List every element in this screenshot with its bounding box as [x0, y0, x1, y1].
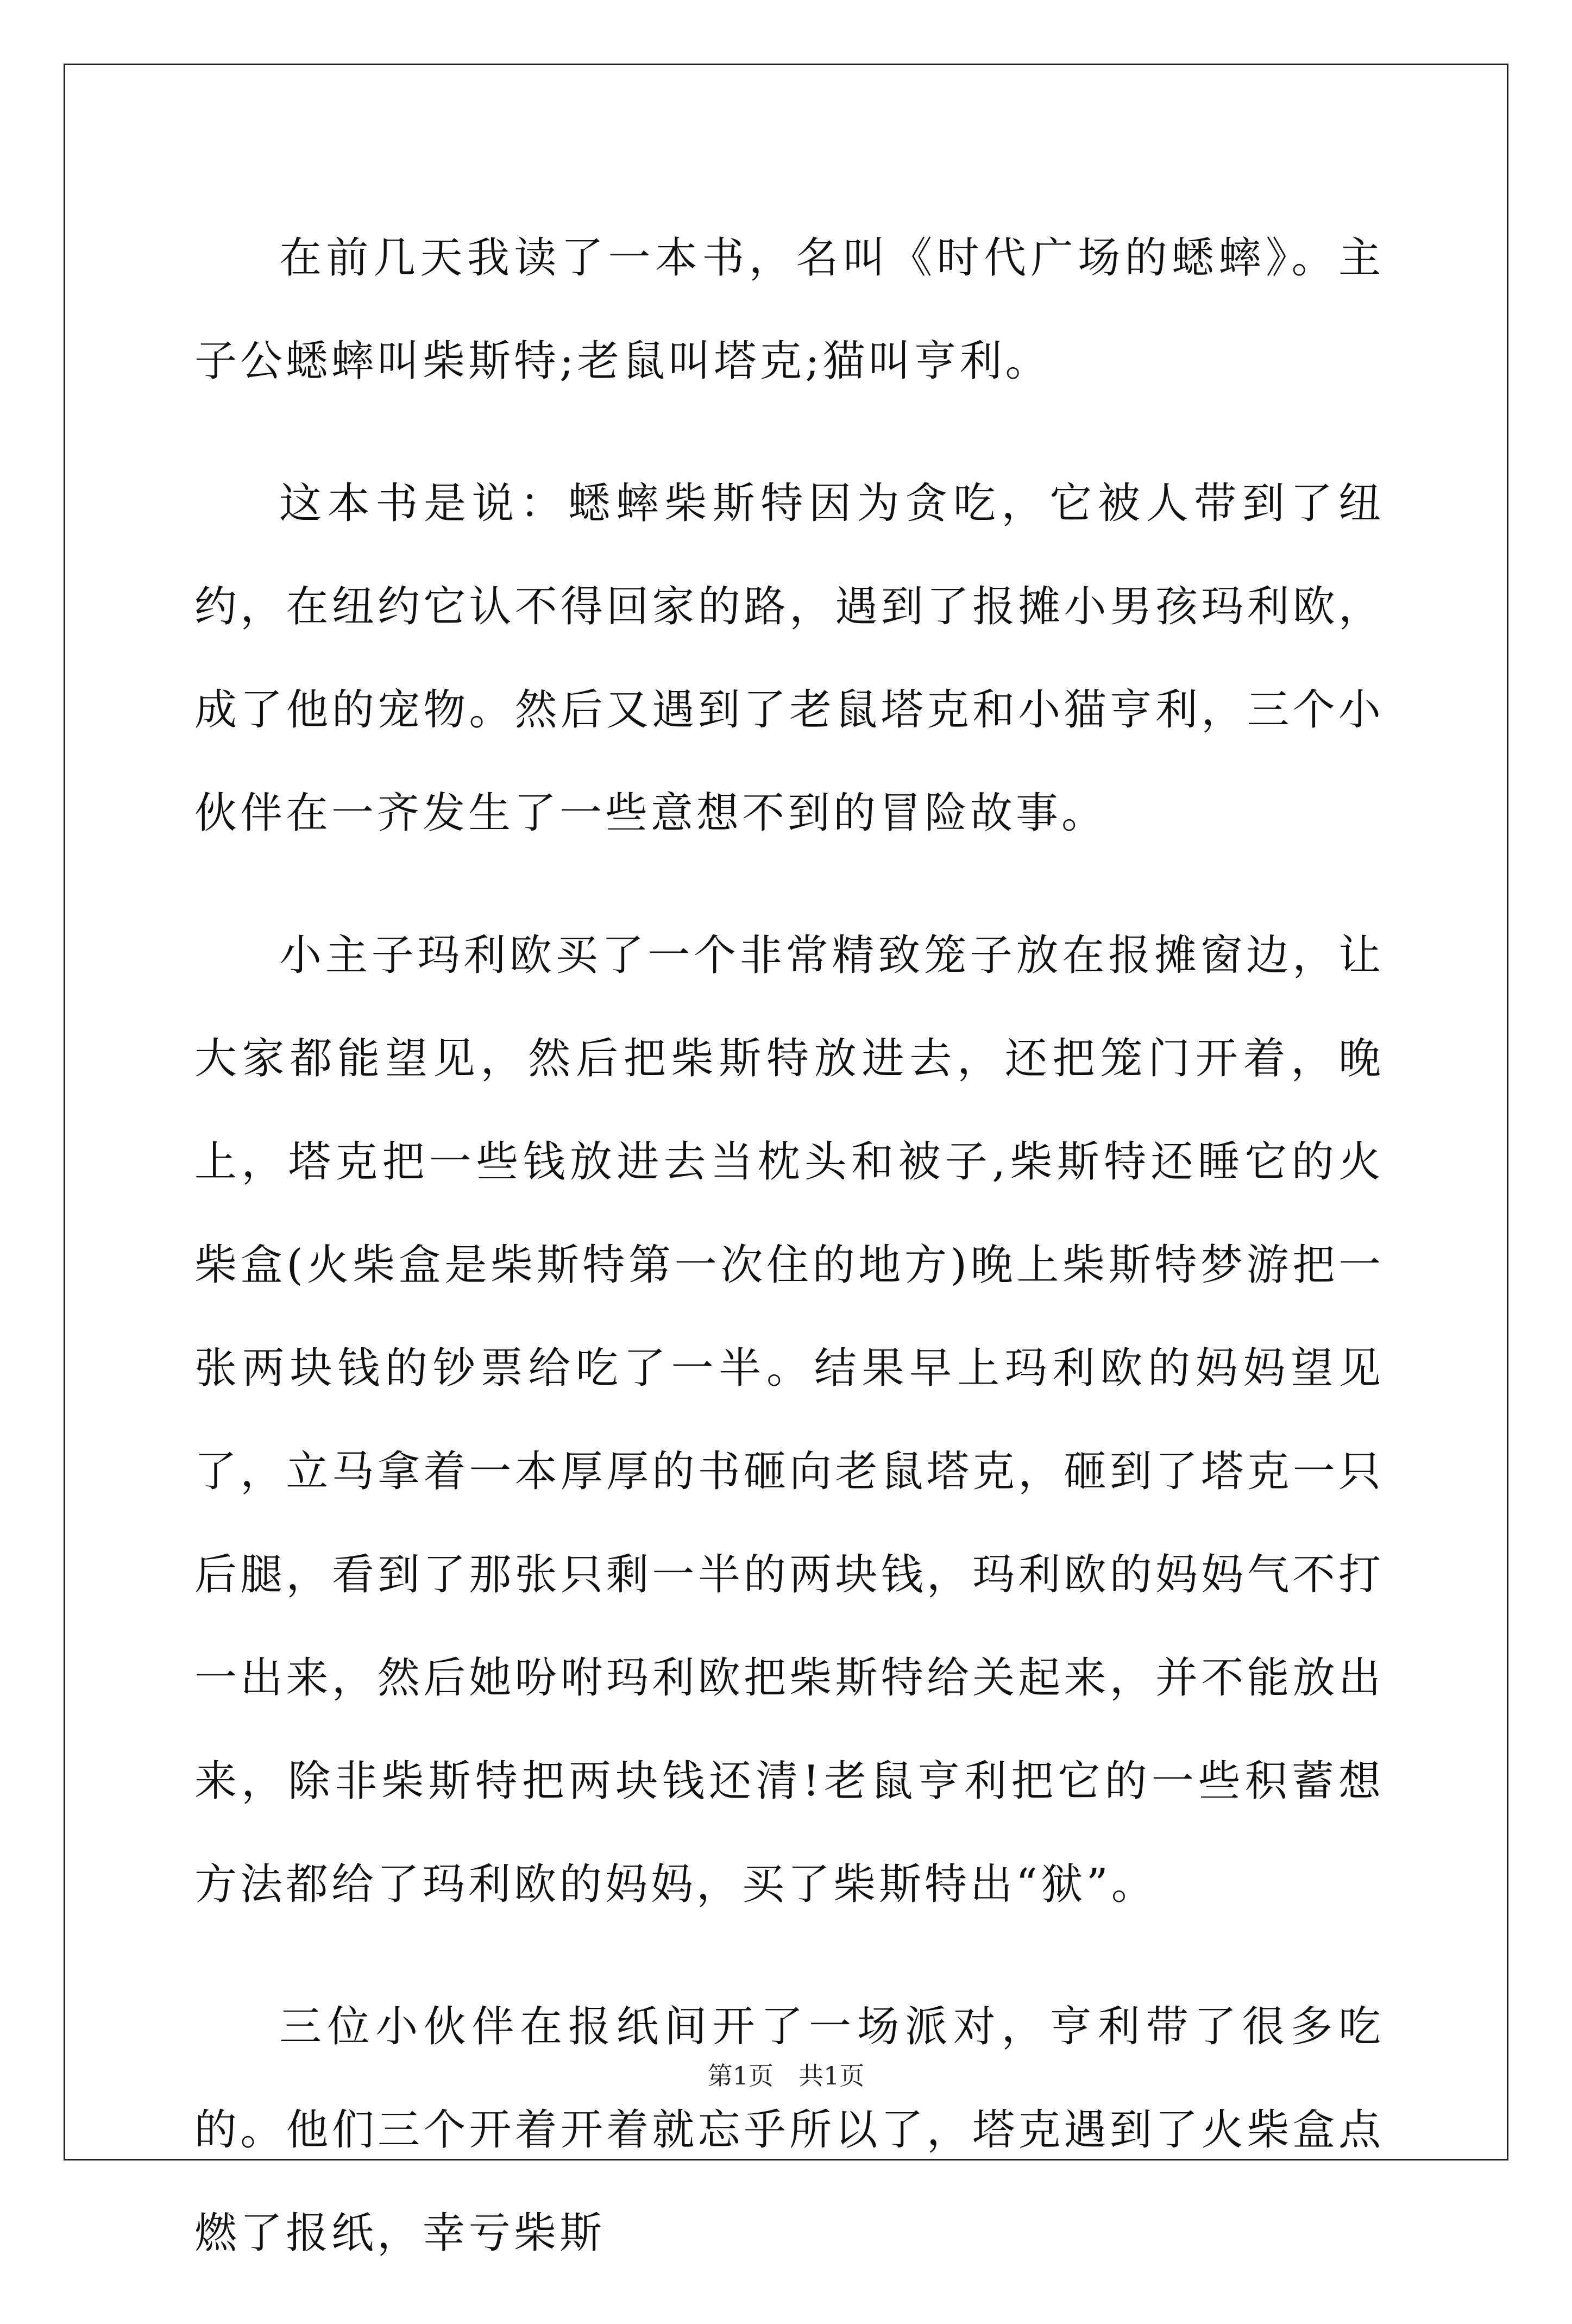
document-body	[194, 206, 1384, 2324]
paragraph-3: 小主子玛利欧买了一个非常精致笼子放在报摊窗边，让大家都能望见，然后把柴斯特放进去，还把笼门开着，晚上，塔克把一些钱放进去当枕头和被子,柴斯特还睡它的火柴盒(火柴盒是柴斯特第一次住的地方)晚上柴斯特梦游把一张两块钱的钞票给吃了一半。结果早上玛利欧的妈妈望见了，立马拿着一本厚厚的书砸向老鼠塔克，砸到了塔克一只后腿，看到了那张只剩一半的两块钱，玛利欧的妈妈气不打一出来，然后她吩咐玛利欧把柴斯特给关起来，并不能放出来，除非柴斯特把两块钱还清!老鼠亨利把它的一些积蓄想方法都给了玛利欧的妈妈，买了柴斯特出“狱”。	[194, 931, 1384, 1909]
paragraph-1: 在前几天我读了一本书，名叫《时代广场的蟋蟀》。主子公蟋蟀叫柴斯特;老鼠叫塔克;猫叫亨利。	[194, 234, 1384, 386]
paragraph-4: 三位小伙伴在报纸间开了一场派对，亨利带了很多吃的。他们三个开着开着就忘乎所以了，塔克遇到了火柴盒点燃了报纸，幸亏柴斯	[194, 2002, 1384, 2258]
paragraph-2: 这本书是说：蟋蟀柴斯特因为贪吃，它被人带到了纽约，在纽约它认不得回家的路，遇到了报摊小男孩玛利欧，成了他的宠物。然后又遇到了老鼠塔克和小猫亨利，三个小伙伴在一齐发生了一些意想不到的冒险故事。	[194, 479, 1384, 838]
page-number-footer: 第1页 共1页	[707, 2061, 865, 2090]
